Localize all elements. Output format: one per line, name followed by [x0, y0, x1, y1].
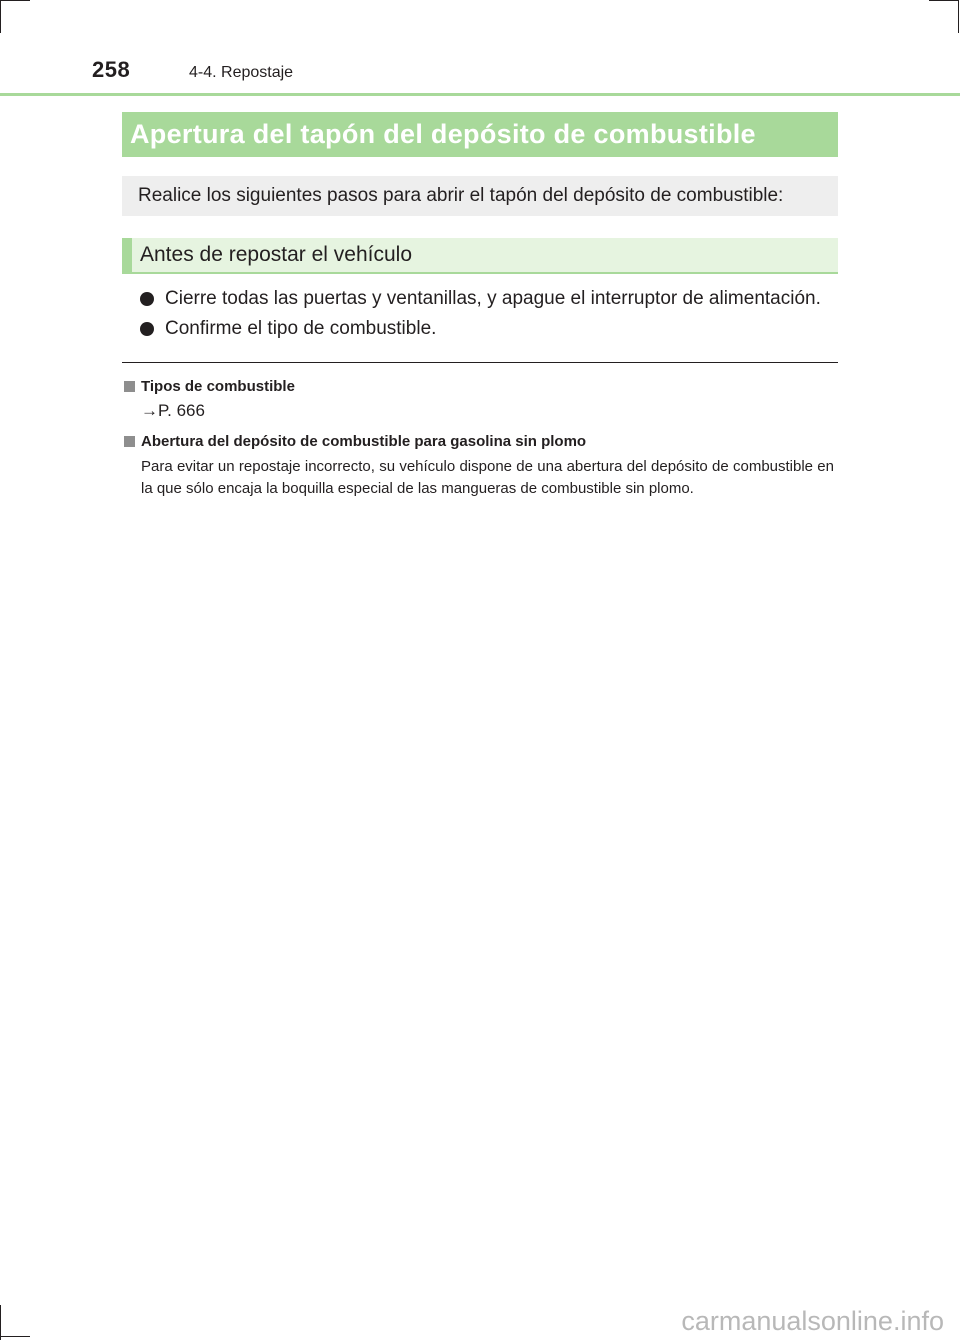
note-body-text: Para evitar un repostaje incorrecto, su vehículo dispone de una abertura del depósito de combustible en la que sólo encaja la boquilla especial de las mangueras de combustible sin plomo.	[141, 458, 834, 497]
crop-mark-top-right-h	[929, 0, 959, 1]
header-rule	[0, 93, 960, 96]
intro-box	[122, 176, 838, 216]
bullet-dot-icon	[140, 322, 154, 336]
note-heading-text: Abertura del depósito de combustible para gasolina sin plomo	[141, 432, 587, 450]
watermark: carmanualsonline.info	[681, 1306, 944, 1336]
bullet-text: Cierre todas las puertas y ventanillas, y apague el interruptor de alimentación.	[165, 288, 821, 309]
subheading-text: Antes de repostar el vehículo	[140, 243, 412, 266]
note-heading	[124, 375, 834, 397]
crop-mark-bottom-left-v	[0, 1305, 1, 1340]
note-fuel-types	[124, 375, 834, 421]
intro-text: Realice los siguientes pasos para abrir el tapón del depósito de combustible:	[138, 185, 784, 206]
note-heading	[124, 430, 834, 452]
page-reference-link[interactable]: →P. 666	[141, 401, 205, 420]
crop-mark-top-left-h	[0, 0, 30, 1]
section-label: 4-4. Repostaje	[189, 64, 294, 81]
list-item	[140, 284, 840, 314]
bullet-text: Confirme el tipo de combustible.	[165, 318, 437, 339]
note-fuel-opening	[124, 430, 834, 500]
crop-mark-top-right-v	[958, 0, 959, 33]
crop-mark-top-left-v	[0, 0, 1, 33]
bullet-dot-icon	[140, 292, 154, 306]
note-heading-text: Tipos de combustible	[141, 377, 295, 395]
section-divider	[122, 362, 838, 363]
bullet-list	[140, 284, 840, 344]
page-number: 258	[92, 57, 131, 82]
list-item	[140, 314, 840, 344]
crop-mark-bottom-left-h	[0, 1336, 30, 1337]
subheading-bar	[122, 238, 838, 274]
page-title: Apertura del tapón del depósito de combustible	[130, 119, 756, 149]
square-marker-icon	[124, 381, 135, 392]
square-marker-icon	[124, 436, 135, 447]
title-bar	[122, 112, 838, 157]
